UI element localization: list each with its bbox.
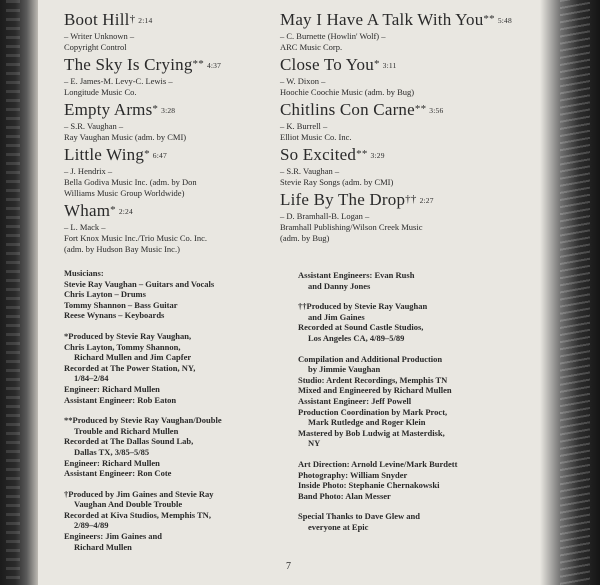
credit-line: Special Thanks to Dave Glew and xyxy=(298,511,420,522)
track-duration: 2:14 xyxy=(138,16,153,25)
credit-line: Assistant Engineer: Rob Eaton xyxy=(64,394,177,405)
track-duration: 4:37 xyxy=(206,61,222,70)
track-title: Empty Arms xyxy=(64,100,153,119)
credit-line: Los Angeles CA, 4/89–5/89 xyxy=(308,332,405,343)
credit-block xyxy=(298,354,533,449)
track-credit-line: Williams Music Group Worldwide) xyxy=(64,188,185,198)
track-title-line xyxy=(280,190,540,211)
track-entry xyxy=(280,145,540,188)
credit-block xyxy=(298,270,533,291)
track-credit-mark: * xyxy=(144,148,150,160)
track-title: Wham xyxy=(64,201,111,220)
credit-block xyxy=(64,415,279,479)
track-credit-line: – W. Dixon – xyxy=(280,76,326,86)
track-duration: 3:29 xyxy=(370,151,385,160)
credit-line: Compilation and Additional Production xyxy=(298,353,443,364)
credit-line: and Danny Jones xyxy=(308,280,371,291)
track-credit-line: Hoochie Coochie Music (adm. by Bug) xyxy=(280,87,415,97)
credit-line: 2/89–4/89 xyxy=(74,520,109,531)
track-title: Little Wing xyxy=(64,145,145,164)
track-credit-line: – E. James-M. Levy-C. Lewis – xyxy=(64,76,173,86)
credit-line: Assistant Engineers: Evan Rush xyxy=(298,270,415,280)
track-credit-mark: ** xyxy=(414,103,427,115)
track-title: Life By The Drop xyxy=(280,190,406,209)
credit-line: Musicians: xyxy=(64,268,104,278)
track-credit-line: Ray Vaughan Music (adm. by CMI) xyxy=(64,132,187,142)
track-duration: 3:28 xyxy=(161,106,176,115)
track-title-line xyxy=(64,10,274,31)
credit-line: Studio: Ardent Recordings, Memphis TN xyxy=(298,374,448,385)
credit-line: Photography: William Snyder xyxy=(298,469,408,480)
credit-line: Stevie Ray Vaughan – Guitars and Vocals xyxy=(64,278,215,289)
track-credit-line: Fort Knox Music Inc./Trio Music Co. Inc. xyxy=(64,233,208,243)
track-credit-line: – K. Burrell – xyxy=(280,121,328,131)
track-credit-mark: * xyxy=(152,103,159,115)
credit-line: Inside Photo: Stephanie Chernakowski xyxy=(298,480,440,491)
track-credit-line: Copyright Control xyxy=(64,42,127,52)
credit-line: **Produced by Stevie Ray Vaughan/Double xyxy=(64,415,222,426)
track-title-line xyxy=(280,55,540,76)
track-entry xyxy=(280,190,540,244)
credit-line: Recorded at Sound Castle Studios, xyxy=(298,322,424,333)
credit-line: everyone at Epic xyxy=(308,521,369,532)
track-credit-line: Bella Godiva Music Inc. (adm. by Don xyxy=(64,177,197,187)
track-duration: 2:27 xyxy=(419,196,434,205)
credit-line: Recorded at Kiva Studios, Memphis TN, xyxy=(64,509,211,520)
track-title-line xyxy=(280,100,540,121)
track-title: May I Have A Talk With You xyxy=(280,10,484,29)
credit-line: and Jim Gaines xyxy=(308,311,365,322)
credits-left xyxy=(64,268,279,562)
credit-line: Engineer: Richard Mullen xyxy=(64,457,160,468)
credit-block xyxy=(64,489,279,553)
track-credit-mark: * xyxy=(373,58,380,70)
track-title: The Sky Is Crying xyxy=(64,55,193,74)
credit-line: Mark Rutledge and Roger Klein xyxy=(308,417,426,428)
credits-right xyxy=(298,270,533,542)
track-title-line xyxy=(64,201,274,222)
credit-line: Chris Layton – Drums xyxy=(64,289,146,300)
track-list-right xyxy=(280,10,540,246)
credit-line: Recorded at The Power Station, NY, xyxy=(64,362,196,373)
credit-line: Art Direction: Arnold Levine/Mark Burdett xyxy=(298,458,458,469)
track-title-line xyxy=(280,10,540,31)
credit-line: Mastered by Bob Ludwig at Masterdisk, xyxy=(298,427,445,438)
track-credit-line: – Writer Unknown – xyxy=(64,31,135,41)
track-title-line xyxy=(64,145,274,166)
credit-line: Richard Mullen and Jim Capfer xyxy=(74,352,192,363)
track-credit-line: Stevie Ray Songs (adm. by CMI) xyxy=(280,177,394,187)
credit-line: Richard Mullen xyxy=(74,541,132,552)
track-title: Chitlins Con Carne xyxy=(280,100,415,119)
track-credit-line: Longitude Music Co. xyxy=(64,87,137,97)
credit-line: NY xyxy=(308,438,321,449)
track-duration: 2:24 xyxy=(118,207,133,216)
track-title-line xyxy=(64,100,274,121)
credit-line: Recorded at The Dallas Sound Lab, xyxy=(64,436,194,447)
credit-block xyxy=(64,331,279,405)
track-credit-mark: ** xyxy=(356,148,368,160)
credit-line: *Produced by Stevie Ray Vaughan, xyxy=(64,330,192,341)
track-title-line xyxy=(64,55,274,76)
track-credit-mark: †† xyxy=(405,193,417,205)
track-entry xyxy=(64,55,274,98)
page-number: 7 xyxy=(286,561,291,572)
credit-line: 1/84–2/84 xyxy=(74,373,109,384)
credit-line: Tommy Shannon – Bass Guitar xyxy=(64,299,178,310)
credit-line: Band Photo: Alan Messer xyxy=(298,490,391,501)
credit-block xyxy=(298,459,533,501)
track-entry xyxy=(64,10,274,53)
credit-line: Vaughan And Double Trouble xyxy=(74,499,183,510)
track-credit-line: (adm. by Hudson Bay Music Inc.) xyxy=(64,244,180,254)
torn-edge-right xyxy=(540,0,600,585)
track-entry xyxy=(280,55,540,98)
track-credit-line: Elliot Music Co. Inc. xyxy=(280,132,352,142)
credit-block xyxy=(64,268,279,321)
credit-line: Production Coordination by Mark Proct, xyxy=(298,406,448,417)
credit-line: by Jimmie Vaughan xyxy=(308,364,381,375)
track-list-left xyxy=(64,10,274,257)
track-duration: 3:11 xyxy=(382,61,397,70)
track-title: Close To You xyxy=(280,55,374,74)
track-credit-mark: * xyxy=(110,204,116,216)
track-title: So Excited xyxy=(280,145,357,164)
track-duration: 6:47 xyxy=(152,151,167,160)
track-duration: 3:56 xyxy=(429,106,444,115)
credit-line: Chris Layton, Tommy Shannon, xyxy=(64,341,181,352)
credit-line: Engineer: Richard Mullen xyxy=(64,383,160,394)
track-credit-mark: ** xyxy=(483,13,495,25)
track-duration: 5:48 xyxy=(497,16,512,25)
track-credit-line: – S.R. Vaughan – xyxy=(280,166,340,176)
track-entry xyxy=(280,100,540,143)
track-credit-mark: † xyxy=(129,13,136,25)
track-credit-line: ARC Music Corp. xyxy=(280,42,343,52)
credit-line: Trouble and Richard Mullen xyxy=(74,425,179,436)
credit-block xyxy=(298,511,533,532)
track-credit-line: – J. Hendrix – xyxy=(64,166,113,176)
track-credit-line: Bramhall Publishing/Wilson Creek Music xyxy=(280,222,423,232)
track-credit-mark: ** xyxy=(192,58,204,70)
track-credit-line: – C. Burnette (Howlin' Wolf) – xyxy=(280,31,386,41)
credit-line: Engineers: Jim Gaines and xyxy=(64,531,162,542)
track-entry xyxy=(64,145,274,199)
credit-line: Dallas TX, 3/85–5/85 xyxy=(74,446,150,457)
torn-edge-left xyxy=(0,0,38,585)
credit-block xyxy=(298,301,533,343)
track-title: Boot Hill xyxy=(64,10,130,29)
credit-line: Mixed and Engineered by Richard Mullen xyxy=(298,385,452,396)
credit-line: †Produced by Jim Gaines and Stevie Ray xyxy=(64,488,214,499)
track-entry xyxy=(280,10,540,53)
track-credit-line: – D. Bramhall-B. Logan – xyxy=(280,211,370,221)
track-entry xyxy=(64,201,274,255)
track-credit-line: (adm. by Bug) xyxy=(280,233,330,243)
track-title-line xyxy=(280,145,540,166)
credit-line: Assistant Engineer: Jeff Powell xyxy=(298,395,412,406)
credit-line: Assistant Engineer: Ron Cote xyxy=(64,468,172,479)
track-entry xyxy=(64,100,274,143)
track-credit-line: – L. Mack – xyxy=(64,222,106,232)
credit-line: ††Produced by Stevie Ray Vaughan xyxy=(298,301,428,312)
track-credit-line: – S.R. Vaughan – xyxy=(64,121,124,131)
credit-line: Reese Wynans – Keyboards xyxy=(64,310,165,321)
